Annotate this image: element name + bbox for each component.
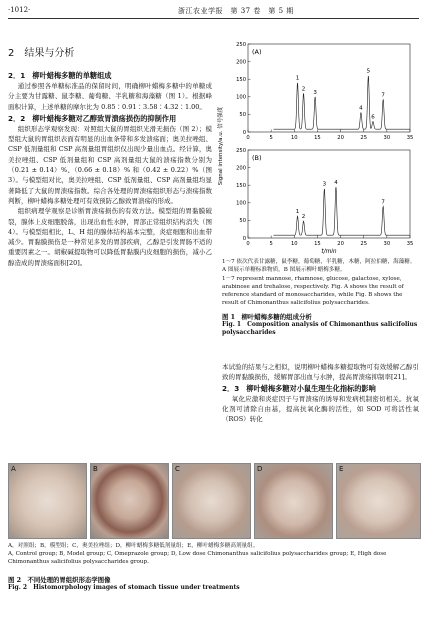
- x-tick-label: 10: [290, 135, 298, 141]
- subsection-2-2-paragraph-2: 组织病理学观察是诊断胃溃疡损伤的有效方法。模型组的胃黏膜破裂，腺体上皮细胞脱落，出现出血性水肿，胃部正常组织结构消失（图 4）。与模型组相比，L、H 组的腺体结构基本完整，炎症细胞和出血带减少。胃黏膜损伤是一种常见多发的胃部疾病，乙醇是引发胃肠不适的重要因素之一。胡椒碱提取物可以降低胃黏膜内皮细胞的损伤，减小乙醇造成的胃溃疡面积[20]。: [8, 207, 212, 267]
- figure-1-legend-cn: 1～7 依次代表甘露糖，鼠李糖，葡萄糖，半乳糖，木糖，阿拉伯糖，海藻糖。A 图展示单糖标准物质，B 图展示柳叶蜡梅多糖。: [222, 259, 416, 273]
- page-number: ·1012·: [8, 6, 31, 14]
- figure-1-title-en: Fig. 1 Composition analysis of Chimonanthus salicifolius polysaccharides: [222, 321, 418, 336]
- chart-panel-a: [236, 42, 413, 141]
- peak-label: 1: [295, 75, 300, 82]
- y-tick-label: 150: [236, 183, 246, 189]
- y-tick-label: 250: [236, 147, 246, 154]
- subsection-2-2-paragraph-1: 组织形态学观察发现：对照组大鼠的胃组织光滑无损伤（图 2）；模型组大鼠的胃组织表面有明显的出血条带和多发溃疡面；奥美拉唑组、CSP 低剂量组和 CSP 高剂量组胃组织仅出现少量出血点。经计算，奥美拉唑组、CSP 低剂量组和 CSP 高剂量组大鼠的溃疡指数分别为（0.21 ± 0.14）%、（0.66 ± 0.18）% 和（0.42 ± 0.22）%（图 3）。与模型组对比，奥美拉唑组、CSP 低剂量组、CSP 高剂量组均显著降低了大鼠的胃溃疡指数。综合各处理的胃溃疡组织形态与溃疡指数判断，柳叶蜡梅多糖处理可有效预防乙醇致胃溃疡的形成。: [8, 124, 212, 205]
- x-tick-label: 20: [337, 135, 344, 141]
- left-column: [8, 70, 212, 268]
- peak-label: 2: [301, 86, 306, 93]
- panel-label-e: E: [339, 465, 344, 473]
- x-tick-label: 5: [269, 241, 273, 247]
- figure-2-title-en: Fig. 2 Histomorphology images of stomach tissue under treatments: [8, 584, 240, 591]
- x-tick-label: 5: [269, 135, 273, 141]
- figure-1-legend: [222, 258, 418, 337]
- chromatogram-trace: [273, 76, 410, 129]
- stomach-photo-c: [172, 463, 251, 539]
- plot-frame: [248, 44, 410, 132]
- y-tick-label: 200: [236, 59, 246, 66]
- y-tick-label: 250: [236, 41, 246, 48]
- x-tick-label: 30: [383, 241, 391, 247]
- right-column: [222, 362, 419, 424]
- figure-2-legend-cn: A，对照组；B，模型组；C，奥美拉唑组；D，柳叶蜡梅多糖低剂量组；E，柳叶蜡梅多糖高剂量组。: [8, 543, 259, 549]
- running-header: [8, 4, 419, 19]
- subsection-2-1-paragraph: 通过参照各单糖标准品的保留时间，明确柳叶蜡梅多糖中的单糖成分主要为甘露糖、鼠李糖、葡萄糖、半乳糖和海藻糖（图 1）。根据峰面积计算，上述单糖的摩尔比为 0.85∶0.91∶3.58∶4.32∶1.00。: [8, 82, 212, 111]
- plot-frame: [248, 150, 410, 238]
- x-tick-label: 20: [337, 241, 344, 247]
- panel-label-d: D: [257, 465, 263, 473]
- peak-label: 4: [359, 105, 363, 112]
- right-paragraph-1: 本试验的结果与之相似，说明柳叶蜡梅多糖提取物可有效缓解乙醇引致的胃黏膜损伤，缓解胃部出血与水肿，提高胃溃疡抑制率[21]。: [222, 363, 419, 382]
- right-paragraph-2: 氧化应激和炎症因子与胃溃疡的诱导和发病机制密切相关。抗氧化剂可清除自由基，提高抗氧化酶的活性，如 SOD 可将活性氧（ROS）转化: [222, 394, 419, 424]
- figure-2-legend: [8, 542, 419, 592]
- stomach-photo-a: [8, 463, 87, 539]
- y-tick-label: 0: [242, 129, 246, 136]
- panel-label-b: B: [93, 465, 98, 473]
- panel-label: (B): [252, 154, 262, 162]
- y-axis-label: Signal intensity/a.u. 信号强度: [218, 106, 224, 186]
- y-tick-label: 100: [236, 200, 246, 207]
- subsection-2-1-title: 2．1 柳叶蜡梅多糖的单糖组成: [8, 71, 112, 80]
- journal-title: 浙江农业学报 第 37 卷 第 5 期: [178, 7, 294, 15]
- chart-panel-b: [236, 148, 413, 255]
- chromatogram-trace: [273, 187, 410, 235]
- peak-label: 5: [366, 68, 371, 75]
- peak-label: 4: [334, 179, 338, 186]
- figure-2-title-cn: 图 2 不同处理的胃组织形态学图像: [8, 576, 111, 584]
- y-tick-label: 100: [236, 94, 246, 101]
- figure-1-title-cn: 图 1 柳叶蜡梅多糖的组成分析: [222, 313, 312, 321]
- peak-label: 7: [381, 199, 385, 206]
- x-axis-label: t/min: [321, 249, 337, 255]
- peak-label: 2: [301, 214, 306, 221]
- x-tick-label: 15: [314, 135, 321, 141]
- x-tick-label: 10: [290, 241, 298, 247]
- x-tick-label: 35: [406, 241, 414, 247]
- figure-1-legend-en: 1－7 represent mannose, rhamnose, glucose, galactose, xylose, arabinose and trehalose, respectively. Fig. A shows the result of reference standard of monosaccharides, while Fig. B shows the result of Chimonanthus salicifolius polysaccharides.: [222, 276, 404, 306]
- stomach-photo-b: [90, 463, 169, 539]
- stomach-photo-d: [254, 463, 333, 539]
- peak-label: 7: [381, 92, 385, 99]
- x-tick-label: 0: [246, 135, 250, 141]
- panel-label-a: A: [11, 465, 16, 473]
- subsection-2-3-title: 2．3 柳叶蜡梅多糖对小鼠生理生化指标的影响: [222, 383, 376, 393]
- figure-2-legend-en: A, Control group; B, Model group; C, Omeprazole group; D, Low dose Chimonanthus salicifolius polysaccharides group; E, High dose Chimonanthus salicifolius polysaccharides group.: [8, 551, 387, 565]
- x-tick-label: 35: [406, 135, 414, 141]
- x-tick-label: 30: [383, 135, 391, 141]
- subsection-2-2-title: 2．2 柳叶蜡梅多糖对乙醇致胃溃疡损伤的抑制作用: [8, 113, 177, 123]
- y-tick-label: 200: [236, 165, 246, 172]
- panel-label-c: C: [175, 465, 180, 473]
- y-tick-label: 50: [239, 218, 246, 225]
- stomach-photo-e: [336, 463, 421, 539]
- section-heading: 2 结果与分析: [8, 48, 75, 59]
- peak-label: 3: [313, 89, 317, 96]
- peak-label: 1: [295, 209, 300, 216]
- peak-label: 6: [371, 114, 375, 121]
- x-tick-label: 15: [314, 241, 321, 247]
- y-tick-label: 50: [239, 112, 246, 119]
- panel-label: (A): [252, 48, 262, 56]
- y-tick-label: 150: [236, 77, 246, 83]
- peak-label: 3: [322, 181, 327, 188]
- x-tick-label: 0: [246, 241, 250, 247]
- x-tick-label: 25: [360, 241, 368, 247]
- figure-1-chromatogram: [216, 38, 421, 260]
- y-tick-label: 0: [242, 235, 246, 242]
- x-tick-label: 25: [360, 135, 368, 141]
